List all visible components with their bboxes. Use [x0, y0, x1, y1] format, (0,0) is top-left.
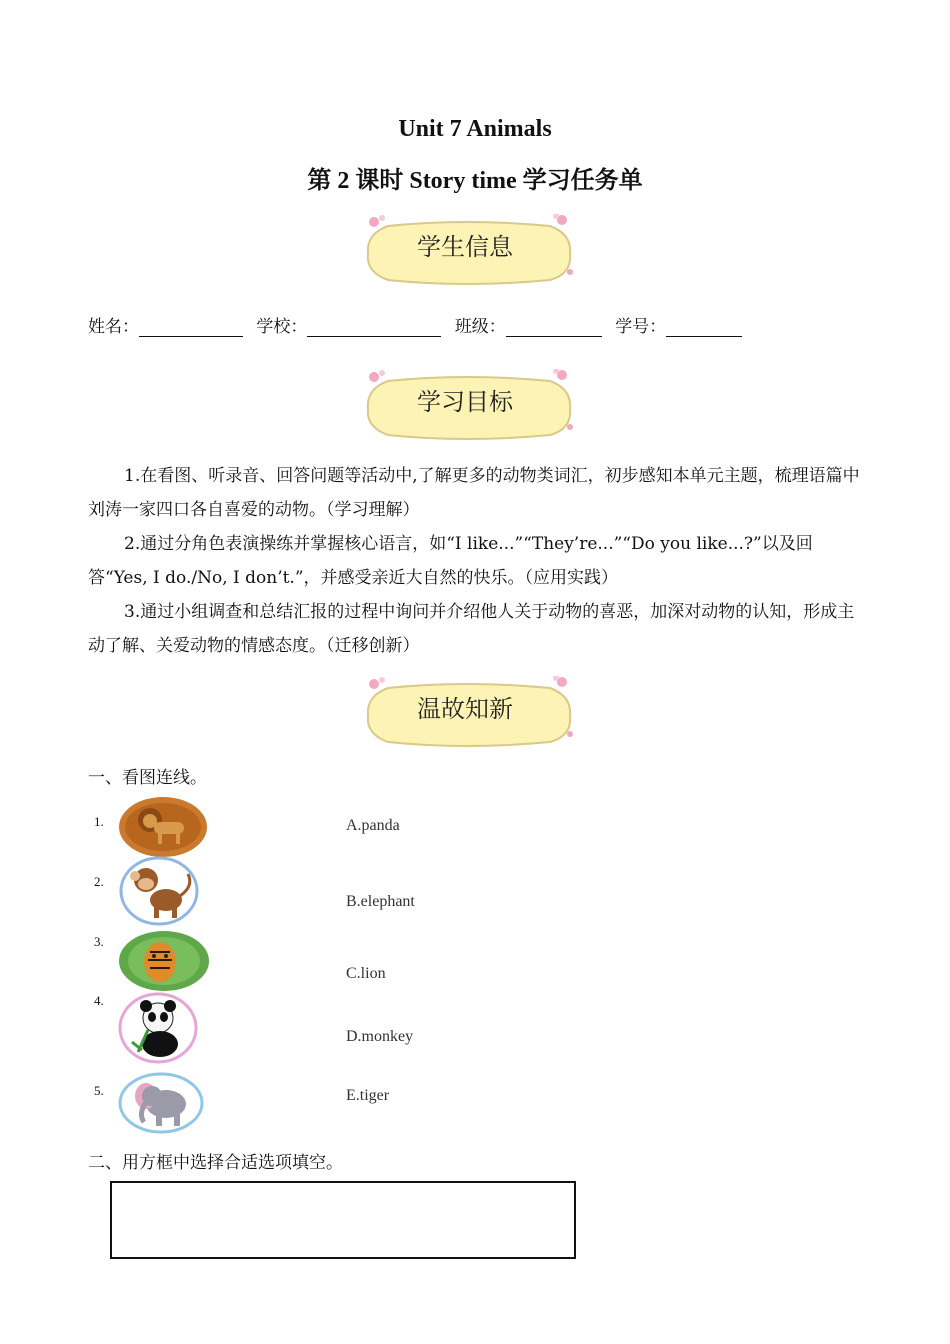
- unit-title: Unit 7 Animals: [398, 116, 552, 142]
- item-number: 4.: [94, 993, 104, 1008]
- elephant-picture[interactable]: [118, 1072, 204, 1138]
- lion-picture[interactable]: [118, 796, 208, 862]
- option-d[interactable]: D.monkey: [346, 1028, 414, 1045]
- exercise-2-title: 二、用方框中选择合适选项填空。: [88, 1153, 343, 1173]
- banner-label: 温故知新: [417, 695, 513, 723]
- goal-1-text: 1.在看图、听录音、回答问题等活动中,了解更多的动物类词汇，初步感知本单元主题，梳理语篇中刘涛一家四口各自喜爱的动物。（学习理解）: [88, 466, 860, 520]
- student-info-row: [88, 312, 750, 337]
- goal-3: [88, 595, 864, 663]
- item-number: 1.: [94, 814, 104, 829]
- name-blank[interactable]: [139, 318, 243, 337]
- banner-goals: [360, 369, 580, 451]
- banner-label: 学习目标: [417, 388, 513, 416]
- name-label: 姓名：: [88, 317, 139, 337]
- word-box: [110, 1181, 576, 1259]
- school-blank[interactable]: [307, 318, 441, 337]
- exercise-1-title: 一、看图连线。: [88, 768, 207, 788]
- goal-1: [88, 459, 864, 527]
- panda-icon: [118, 992, 198, 1064]
- tiger-picture[interactable]: [118, 930, 210, 996]
- option-c[interactable]: C.lion: [346, 965, 386, 982]
- goal-3-text: 3.通过小组调查和总结汇报的过程中询问并介绍他人关于动物的喜恶，加深对动物的认知，形成主动了解、关爱动物的情感态度。（迁移创新）: [88, 602, 855, 656]
- school-label: 学校：: [256, 317, 308, 337]
- item-number: 2.: [94, 874, 104, 889]
- monkey-icon: [118, 856, 200, 926]
- banner-label: 学生信息: [417, 233, 513, 261]
- item-number: 3.: [94, 934, 104, 949]
- goal-2-text: 2.通过分角色表演操练并掌握核心语言，如“I like...”“They’re...”“Do you like...?”以及回答“Yes, I do./No, I don’t.”，并感受亲近大自然的快乐。（应用实践）: [88, 534, 813, 588]
- elephant-icon: [118, 1072, 204, 1134]
- lesson-title: 第 2 课时 Story time 学习任务单: [307, 168, 643, 194]
- banner-review: [360, 676, 580, 758]
- tiger-icon: [118, 930, 210, 992]
- lion-icon: [118, 796, 208, 858]
- goal-2: [88, 527, 864, 595]
- student-number-label: 学号：: [615, 317, 667, 337]
- option-b[interactable]: B.elephant: [346, 893, 415, 910]
- class-label: 班级：: [454, 317, 506, 337]
- item-number: 5.: [94, 1083, 104, 1098]
- option-a[interactable]: A.panda: [346, 817, 400, 834]
- panda-picture[interactable]: [118, 992, 198, 1068]
- class-blank[interactable]: [506, 318, 602, 337]
- student-number-blank[interactable]: [666, 318, 742, 337]
- option-e[interactable]: E.tiger: [346, 1087, 390, 1104]
- monkey-picture[interactable]: [118, 856, 200, 930]
- banner-student-info: [360, 214, 580, 296]
